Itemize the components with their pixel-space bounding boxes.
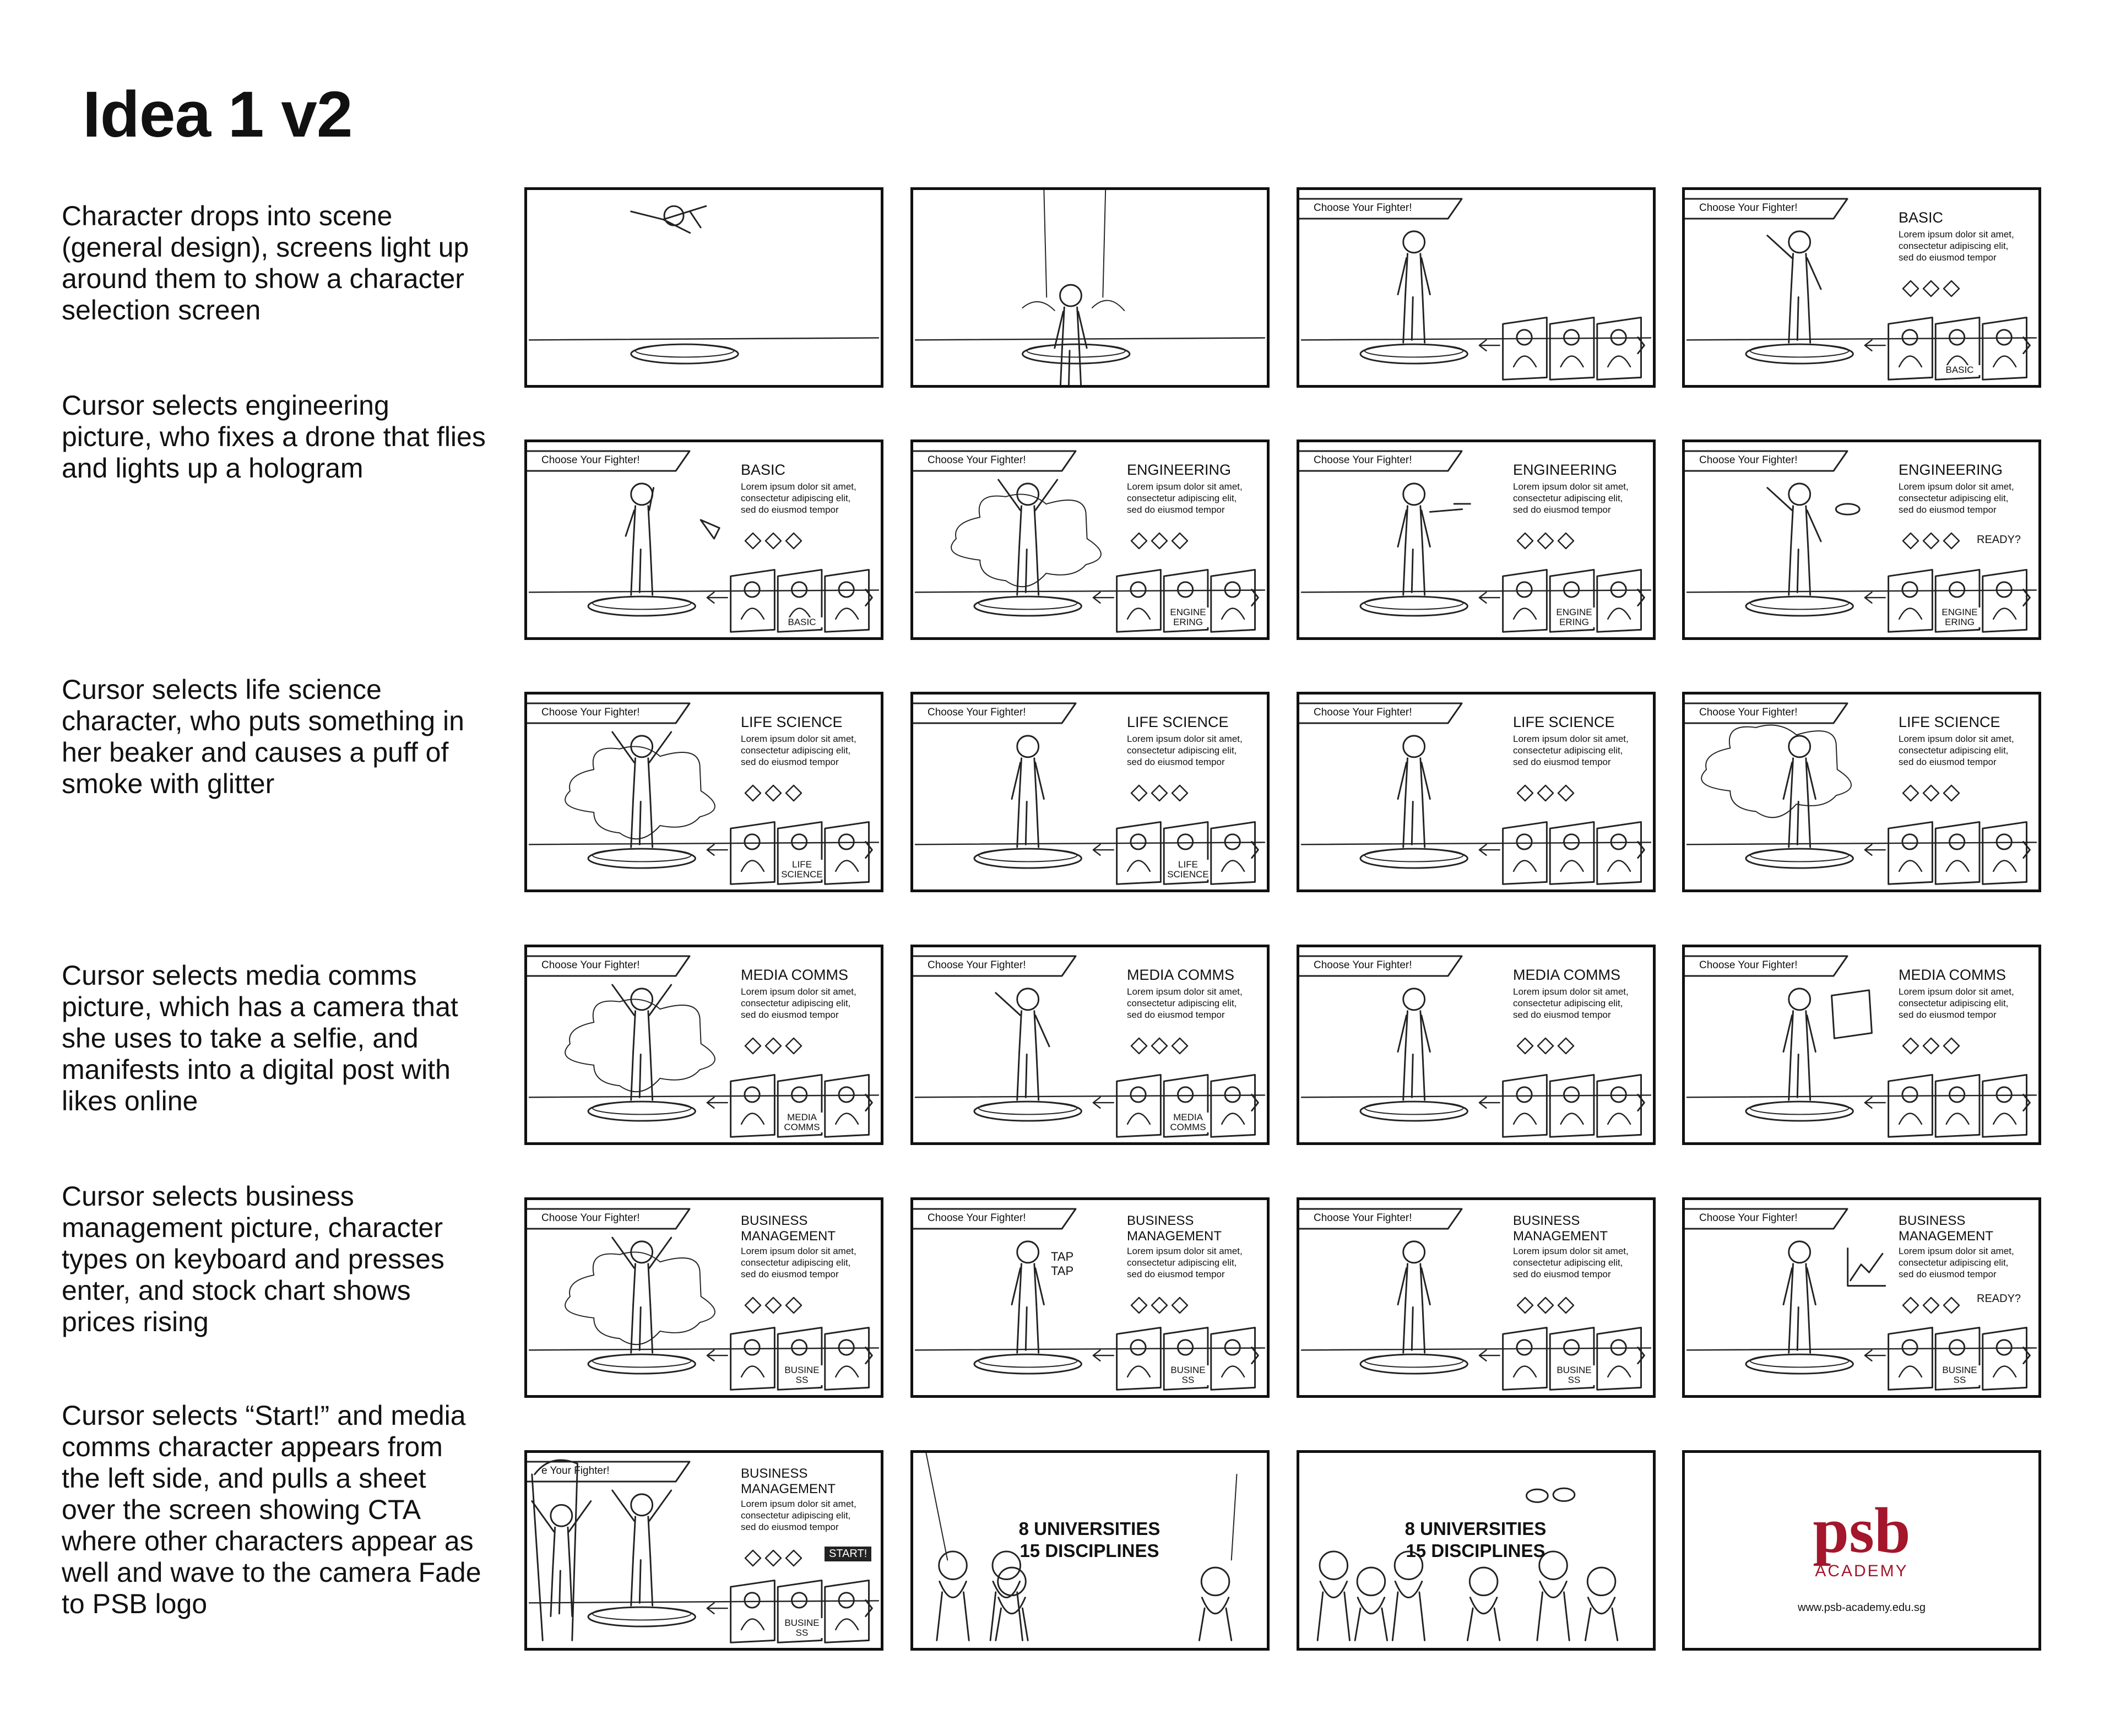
- storyboard-panel: [910, 1197, 1270, 1398]
- row-description: Cursor selects engineering picture, who fixes a drone that flies and lights up a hologram: [62, 390, 486, 484]
- discipline-title: BASIC: [741, 462, 786, 478]
- panel-sketch: [913, 190, 1267, 385]
- stat-diamonds: [1129, 1296, 1190, 1315]
- banner-label: Choose Your Fighter!: [541, 454, 640, 466]
- stat-diamonds: [743, 1296, 804, 1315]
- selected-card-label: BUSINE SS: [1938, 1365, 1981, 1385]
- choose-fighter-banner: [1299, 955, 1465, 977]
- selected-card-label: ENGINE ERING: [1553, 607, 1596, 627]
- choose-fighter-banner: [1685, 450, 1850, 472]
- stat-diamonds: [1129, 531, 1190, 550]
- row-description: Cursor selects “Start!” and media comms character appears from the left side, and pulls a sheet over the screen showing CTA where other characters appear as well and wave to the camera Fade to PSB logo: [62, 1400, 481, 1619]
- stat-diamonds: [1515, 1296, 1576, 1315]
- discipline-title: ENGINEERING: [1513, 462, 1618, 478]
- choose-fighter-banner: [1299, 1208, 1465, 1230]
- choose-fighter-banner: [527, 450, 692, 472]
- storyboard-panel: [1682, 945, 2041, 1145]
- discipline-title: ENGINEERING: [1127, 462, 1232, 478]
- selected-card-label: BUSINE SS: [780, 1365, 823, 1385]
- lorem-text: Lorem ipsum dolor sit amet, consectetur adipiscing elit, sed do eiusmod tempor: [1513, 734, 1629, 767]
- storyboard-panel: [1297, 440, 1656, 640]
- choose-fighter-banner: [913, 702, 1078, 724]
- banner-label: Choose Your Fighter!: [1314, 202, 1412, 214]
- stat-diamonds: [743, 784, 804, 802]
- storyboard-panel: [910, 692, 1270, 892]
- choose-fighter-banner: [1299, 702, 1465, 724]
- choose-fighter-banner: [1685, 1208, 1850, 1230]
- selected-card-label: BUSINE SS: [1553, 1365, 1596, 1385]
- discipline-title: MEDIA COMMS: [1127, 967, 1235, 983]
- storyboard-panel: [524, 187, 883, 388]
- stat-diamonds: [1901, 1037, 1961, 1055]
- stat-diamonds: [1901, 784, 1961, 802]
- selected-card-label: MEDIA COMMS: [1167, 1113, 1210, 1132]
- banner-label: Choose Your Fighter!: [1314, 1212, 1412, 1224]
- choose-fighter-banner: [1685, 198, 1850, 220]
- storyboard-panel: [524, 1450, 883, 1651]
- stat-diamonds: [1129, 1037, 1190, 1055]
- selected-card-label: BUSINE SS: [1167, 1365, 1210, 1385]
- psb-logo: psb: [1813, 1494, 1911, 1566]
- selected-card-label: ENGINE ERING: [1167, 607, 1210, 627]
- selected-card-label: BASIC: [1938, 365, 1981, 375]
- choose-fighter-banner: [1299, 198, 1465, 220]
- choose-fighter-banner: [913, 450, 1078, 472]
- banner-label: Choose Your Fighter!: [1314, 959, 1412, 971]
- storyboard-panel: [1682, 1450, 2041, 1651]
- storyboard-panel: [910, 440, 1270, 640]
- discipline-title: BUSINESS MANAGEMENT: [741, 1213, 836, 1244]
- row-description: Cursor selects business management picture, character types on keyboard and presses enter, and stock chart shows prices rising: [62, 1181, 444, 1337]
- banner-label: Choose Your Fighter!: [1699, 1212, 1798, 1224]
- choose-fighter-banner: [913, 955, 1078, 977]
- selected-card-label: MEDIA COMMS: [780, 1113, 823, 1132]
- academy-wordmark: ACADEMY: [1815, 1562, 1908, 1580]
- lorem-text: Lorem ipsum dolor sit amet, consectetur adipiscing elit, sed do eiusmod tempor: [741, 986, 856, 1020]
- storyboard-panel: [1297, 692, 1656, 892]
- storyboard-panel: [1682, 692, 2041, 892]
- banner-label: Choose Your Fighter!: [541, 959, 640, 971]
- storyboard-panel: [1297, 945, 1656, 1145]
- panel-callout: TAP TAP: [1051, 1250, 1074, 1278]
- website-url: www.psb-academy.edu.sg: [1798, 1602, 1926, 1614]
- discipline-title: BUSINESS MANAGEMENT: [1899, 1213, 1994, 1244]
- choose-fighter-banner: [527, 955, 692, 977]
- banner-label: Choose Your Fighter!: [541, 1212, 640, 1224]
- stat-diamonds: [743, 1549, 804, 1567]
- storyboard-panel: [910, 945, 1270, 1145]
- banner-label: Choose Your Fighter!: [928, 959, 1026, 971]
- choose-fighter-banner: [1685, 955, 1850, 977]
- panel-callout: READY?: [1977, 534, 2021, 546]
- banner-label: Choose Your Fighter!: [1699, 454, 1798, 466]
- storyboard-panel: [1682, 440, 2041, 640]
- banner-label: Choose Your Fighter!: [541, 707, 640, 718]
- choose-fighter-banner: [527, 1461, 692, 1483]
- lorem-text: Lorem ipsum dolor sit amet, consectetur adipiscing elit, sed do eiusmod tempor: [1127, 481, 1243, 515]
- stat-diamonds: [743, 1037, 804, 1055]
- storyboard-panel: [1297, 1197, 1656, 1398]
- discipline-title: ENGINEERING: [1899, 462, 2003, 478]
- selected-card-label: ENGINE ERING: [1938, 607, 1981, 627]
- stat-diamonds: [1515, 784, 1576, 802]
- discipline-title: MEDIA COMMS: [1513, 967, 1621, 983]
- row-description: Cursor selects media comms picture, which has a camera that she uses to take a selfie, and manifests into a digital post with likes online: [62, 960, 458, 1116]
- storyboard-panel: [524, 692, 883, 892]
- lorem-text: Lorem ipsum dolor sit amet, consectetur adipiscing elit, sed do eiusmod tempor: [1899, 734, 2014, 767]
- storyboard-panel: [524, 945, 883, 1145]
- selected-card-label: LIFE SCIENCE: [1167, 859, 1209, 880]
- storyboard-panel: [524, 1197, 883, 1398]
- discipline-title: LIFE SCIENCE: [1899, 714, 2000, 730]
- lorem-text: Lorem ipsum dolor sit amet, consectetur adipiscing elit, sed do eiusmod tempor: [741, 734, 856, 767]
- banner-label: e Your Fighter!: [541, 1465, 610, 1477]
- banner-label: Choose Your Fighter!: [928, 454, 1026, 466]
- cta-text: 8 UNIVERSITIES 15 DISCIPLINES: [1018, 1518, 1160, 1561]
- storyboard-panel: [910, 1450, 1270, 1651]
- storyboard-panel: [910, 187, 1270, 388]
- discipline-title: BUSINESS MANAGEMENT: [741, 1466, 836, 1496]
- stat-diamonds: [1515, 531, 1576, 550]
- selected-card-label: BUSINE SS: [780, 1618, 823, 1638]
- banner-label: Choose Your Fighter!: [928, 707, 1026, 718]
- selected-card-label: BASIC: [780, 617, 823, 627]
- discipline-title: MEDIA COMMS: [1899, 967, 2006, 983]
- choose-fighter-banner: [527, 1208, 692, 1230]
- lorem-text: Lorem ipsum dolor sit amet, consectetur adipiscing elit, sed do eiusmod tempor: [741, 1499, 856, 1532]
- banner-label: Choose Your Fighter!: [1314, 454, 1412, 466]
- discipline-title: LIFE SCIENCE: [741, 714, 843, 730]
- storyboard-panel: [1297, 1450, 1656, 1651]
- banner-label: Choose Your Fighter!: [1699, 959, 1798, 971]
- lorem-text: Lorem ipsum dolor sit amet, consectetur adipiscing elit, sed do eiusmod tempor: [1899, 986, 2014, 1020]
- page-title: Idea 1 v2: [83, 78, 352, 151]
- storyboard-panel: [524, 440, 883, 640]
- discipline-title: LIFE SCIENCE: [1513, 714, 1615, 730]
- choose-fighter-banner: [1685, 702, 1850, 724]
- row-description: Cursor selects life science character, who puts something in her beaker and causes a puff of smoke with glitter: [62, 674, 464, 799]
- banner-label: Choose Your Fighter!: [1699, 707, 1798, 718]
- discipline-title: LIFE SCIENCE: [1127, 714, 1229, 730]
- choose-fighter-banner: [527, 702, 692, 724]
- choose-fighter-banner: [913, 1208, 1078, 1230]
- lorem-text: Lorem ipsum dolor sit amet, consectetur adipiscing elit, sed do eiusmod tempor: [741, 481, 856, 515]
- banner-label: Choose Your Fighter!: [1314, 707, 1412, 718]
- choose-fighter-banner: [1299, 450, 1465, 472]
- discipline-title: BASIC: [1899, 209, 1944, 226]
- lorem-text: Lorem ipsum dolor sit amet, consectetur adipiscing elit, sed do eiusmod tempor: [1899, 481, 2014, 515]
- stat-diamonds: [1901, 279, 1961, 298]
- stat-diamonds: [1901, 531, 1961, 550]
- lorem-text: Lorem ipsum dolor sit amet, consectetur adipiscing elit, sed do eiusmod tempor: [1127, 1246, 1243, 1279]
- banner-label: Choose Your Fighter!: [1699, 202, 1798, 214]
- stat-diamonds: [1129, 784, 1190, 802]
- storyboard-panel: [1682, 187, 2041, 388]
- stat-diamonds: [1901, 1296, 1961, 1315]
- lorem-text: Lorem ipsum dolor sit amet, consectetur adipiscing elit, sed do eiusmod tempor: [741, 1246, 856, 1279]
- discipline-title: MEDIA COMMS: [741, 967, 849, 983]
- cta-text: 8 UNIVERSITIES 15 DISCIPLINES: [1404, 1518, 1547, 1561]
- selected-card-label: LIFE SCIENCE: [781, 859, 823, 880]
- lorem-text: Lorem ipsum dolor sit amet, consectetur adipiscing elit, sed do eiusmod tempor: [1899, 229, 2014, 263]
- row-description: Character drops into scene (general design), screens light up around them to show a character selection screen: [62, 200, 469, 326]
- panel-sketch: [527, 190, 881, 385]
- lorem-text: Lorem ipsum dolor sit amet, consectetur adipiscing elit, sed do eiusmod tempor: [1899, 1246, 2014, 1279]
- discipline-title: BUSINESS MANAGEMENT: [1127, 1213, 1222, 1244]
- lorem-text: Lorem ipsum dolor sit amet, consectetur adipiscing elit, sed do eiusmod tempor: [1513, 1246, 1629, 1279]
- banner-label: Choose Your Fighter!: [928, 1212, 1026, 1224]
- lorem-text: Lorem ipsum dolor sit amet, consectetur adipiscing elit, sed do eiusmod tempor: [1127, 734, 1243, 767]
- lorem-text: Lorem ipsum dolor sit amet, consectetur adipiscing elit, sed do eiusmod tempor: [1513, 481, 1629, 515]
- discipline-title: BUSINESS MANAGEMENT: [1513, 1213, 1608, 1244]
- stat-diamonds: [1515, 1037, 1576, 1055]
- lorem-text: Lorem ipsum dolor sit amet, consectetur adipiscing elit, sed do eiusmod tempor: [1513, 986, 1629, 1020]
- panel-callout: START!: [825, 1547, 871, 1561]
- storyboard-panel: [1682, 1197, 2041, 1398]
- panel-callout: READY?: [1977, 1293, 2021, 1305]
- storyboard-panel: [1297, 187, 1656, 388]
- lorem-text: Lorem ipsum dolor sit amet, consectetur adipiscing elit, sed do eiusmod tempor: [1127, 986, 1243, 1020]
- stat-diamonds: [743, 531, 804, 550]
